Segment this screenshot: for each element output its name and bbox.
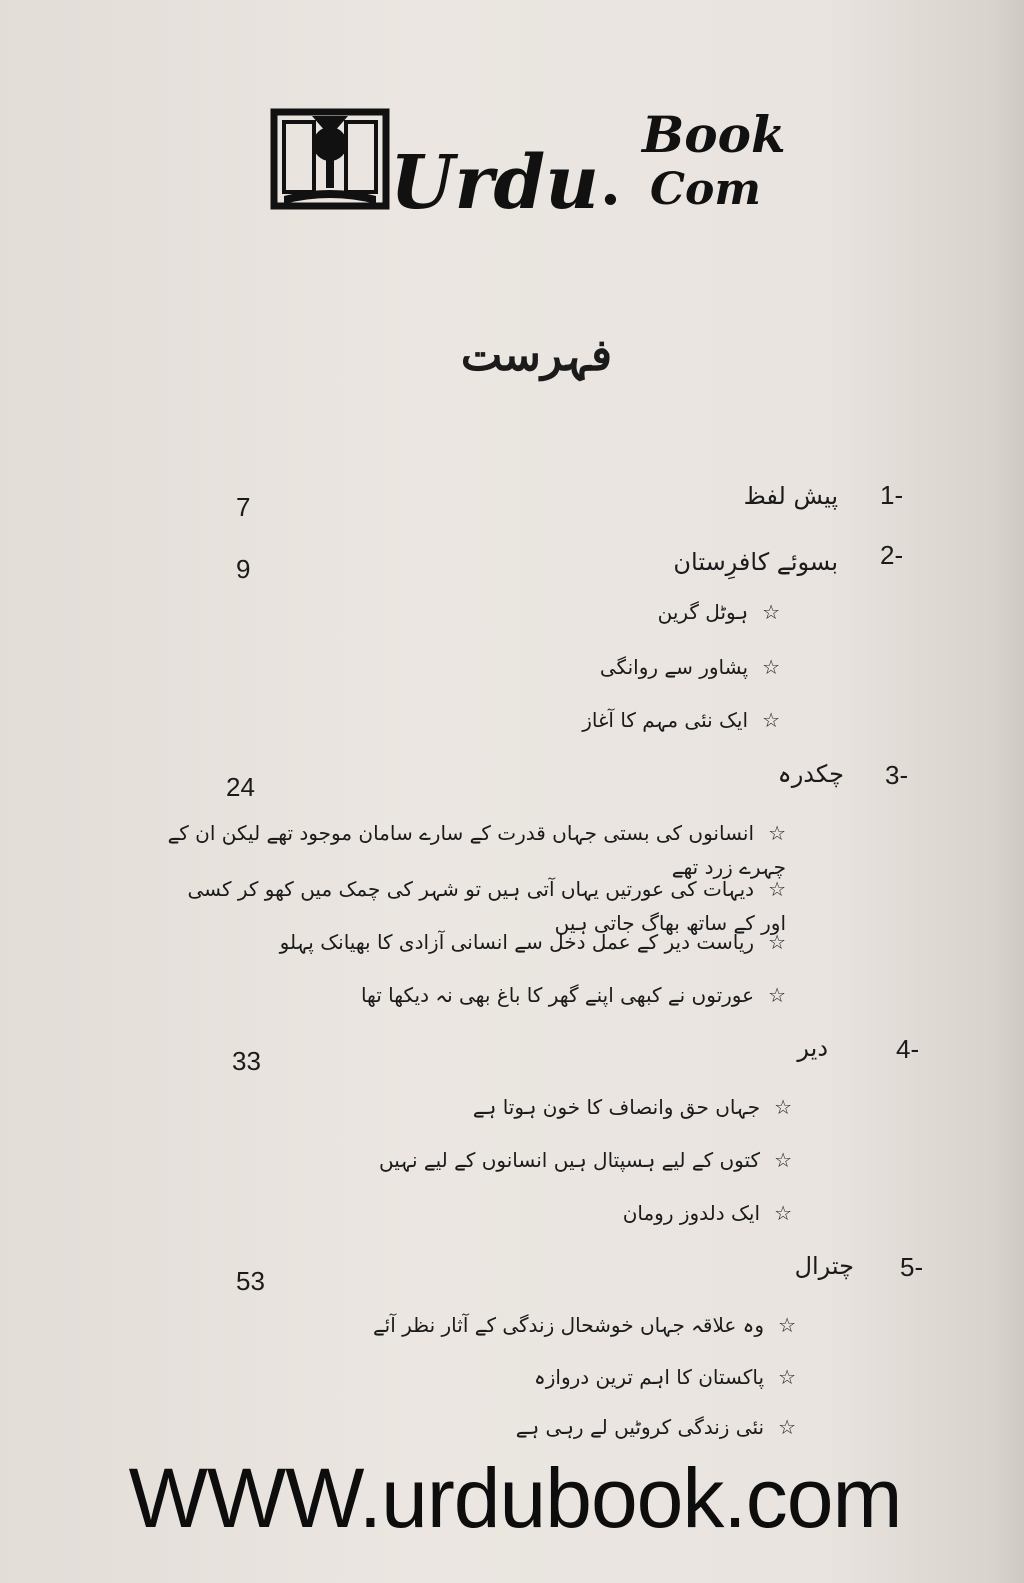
subtopic-item xyxy=(623,1196,792,1230)
svg-text:Urdu: Urdu xyxy=(390,140,600,226)
subtopic-item xyxy=(373,1308,796,1342)
entry-page-number: 9 xyxy=(236,554,251,584)
subtopic-label: کتوں کے لیے ہسپتال ہیں انسانوں کے لیے نہیں xyxy=(379,1148,761,1172)
entry-page-number: 24 xyxy=(226,772,255,802)
entry-page-number: 33 xyxy=(232,1046,261,1076)
star-icon: ☆ xyxy=(774,1201,792,1225)
entry-title: چترال xyxy=(794,1252,854,1280)
urdubook-logo xyxy=(270,100,800,230)
subtopic-label: پشاور سے روانگی xyxy=(599,655,749,679)
star-icon: ☆ xyxy=(768,930,786,954)
page-title: فہرست xyxy=(460,330,612,381)
subtopic-item xyxy=(516,1410,796,1444)
entry-title: بسوئے کافرِستان xyxy=(673,548,838,576)
star-icon: ☆ xyxy=(778,1365,796,1389)
subtopic-label: جہاں حق وانصاف کا خون ہوتا ہے xyxy=(472,1095,761,1119)
star-icon: ☆ xyxy=(762,600,780,624)
entry-number: 5- xyxy=(900,1252,924,1282)
subtopic-item xyxy=(473,1090,792,1124)
svg-text:.: . xyxy=(600,149,621,219)
subtopic-label: ایک دلدوز رومان xyxy=(622,1201,761,1225)
subtopic-label: پاکستان کا اہم ترین دروازہ xyxy=(534,1365,765,1389)
subtopic-item xyxy=(582,703,780,737)
subtopic-label: عورتوں نے کبھی اپنے گھر کا باغ بھی نہ دیکھا تھا xyxy=(360,983,755,1007)
subtopic-item xyxy=(600,650,780,684)
star-icon: ☆ xyxy=(768,983,786,1007)
entry-page-number: 7 xyxy=(236,492,251,522)
subtopic-label: دیہات کی عورتیں یہاں آتی ہیں تو شہر کی چمک میں کھو کر کسی اور کے ساتھ بھاگ جاتی ہیں xyxy=(187,877,786,935)
subtopic-label: وہ علاقہ جہاں خوشحال زندگی کے آثار نظر آئے xyxy=(372,1313,765,1337)
subtopic-label: انسانوں کی بستی جہاں قدرت کے سارے سامان موجود تھے لیکن ان کے چہرے زرد تھے xyxy=(167,821,786,879)
star-icon: ☆ xyxy=(774,1148,792,1172)
entry-title: چکدرہ xyxy=(777,760,844,788)
subtopic-label: ہوٹل گرین xyxy=(657,600,749,624)
star-icon: ☆ xyxy=(778,1415,796,1439)
star-icon: ☆ xyxy=(762,655,780,679)
book-logo-icon xyxy=(270,100,800,230)
entry-number: 1- xyxy=(880,480,904,510)
subtopic-item xyxy=(658,595,780,629)
entry-number: 3- xyxy=(885,760,909,790)
entry-title: دیر xyxy=(797,1034,828,1062)
star-icon: ☆ xyxy=(768,821,786,845)
subtopic-label: ایک نئی مہم کا آغاز xyxy=(582,708,749,732)
star-icon: ☆ xyxy=(768,877,786,901)
star-icon: ☆ xyxy=(778,1313,796,1337)
entry-number: 2- xyxy=(880,540,904,570)
star-icon: ☆ xyxy=(762,708,780,732)
subtopic-item xyxy=(534,1360,796,1394)
subtopic-label: نئی زندگی کروٹیں لے رہی ہے xyxy=(515,1415,765,1439)
website-watermark: WWW.urdubook.com xyxy=(128,1451,902,1545)
svg-text:Com: Com xyxy=(650,164,761,215)
subtopic-item xyxy=(361,978,786,1012)
entry-page-number: 53 xyxy=(236,1266,265,1296)
subtopic-item xyxy=(280,925,786,959)
subtopic-item xyxy=(379,1143,792,1177)
entry-title: پیش لفظ xyxy=(743,482,838,510)
subtopic-label: ریاست دیر کے عمل دخل سے انسانی آزادی کا بھیانک پہلو xyxy=(279,930,755,954)
star-icon: ☆ xyxy=(774,1095,792,1119)
svg-text:Book: Book xyxy=(642,105,786,164)
entry-number: 4- xyxy=(896,1034,920,1064)
